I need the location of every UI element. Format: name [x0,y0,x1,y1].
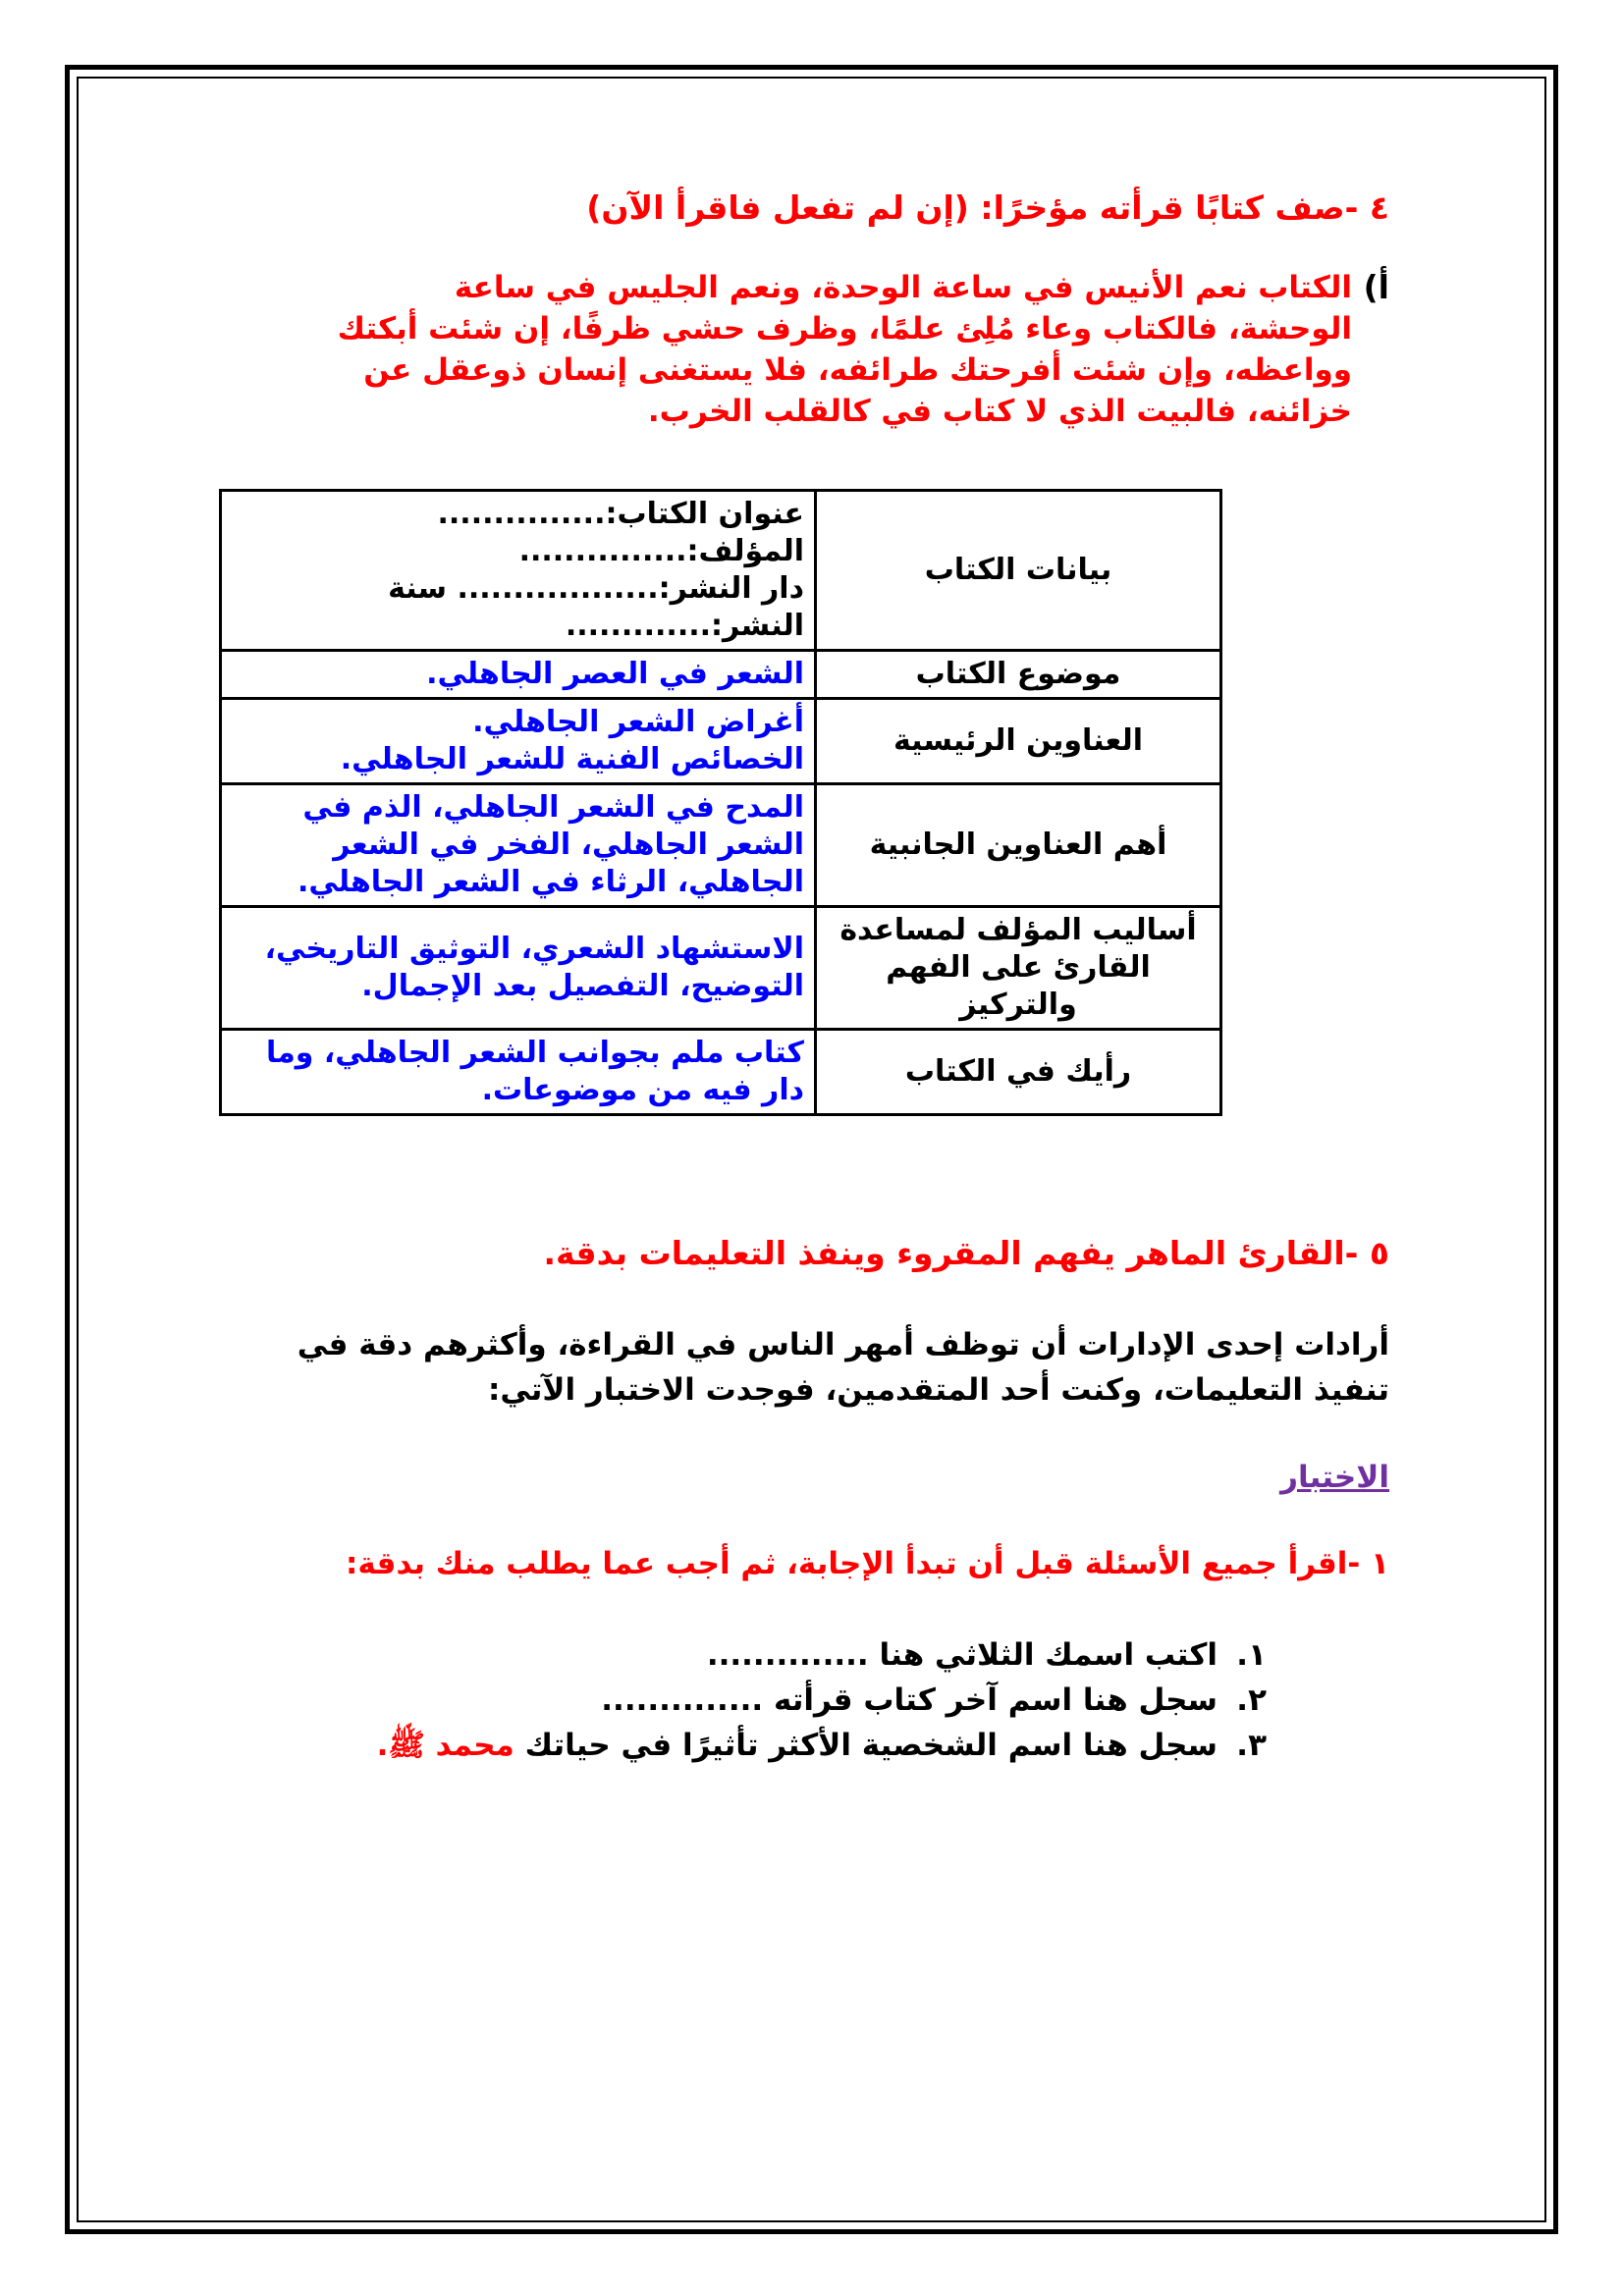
list-item [226,1723,1267,1768]
task-list [226,1632,1389,1768]
main-heading-line: الخصائص الفنية للشعر الجاهلي. [340,742,804,776]
row-value [221,491,816,651]
main-heading-line: أغراض الشعر الجاهلي. [472,705,804,739]
sub-headings-text: المدح في الشعر الجاهلي، الذم في الشعر الجاهلي، الفخر في الشعر الجاهلي، الرثاء في الشعر الجاهلي. [298,790,804,899]
row-label: رأيك في الكتاب [816,1030,1221,1115]
book-year-line: النشر:............. [565,609,804,643]
table-row-opinion [221,1030,1221,1115]
row-label: العناوين الرئيسية [816,699,1221,784]
scenario-paragraph: أرادات إحدى الإدارات أن توظف أمهر الناس في القراءة، وأكثرهم دقة في تنفيذ التعليمات، وكنت أحد المتقدمين، فوجدت الاختبار الآتي: [297,1327,1389,1408]
row-label: أهم العناوين الجانبية [816,784,1221,907]
task-text: سجل هنا اسم آخر كتاب قرأته .............. [601,1682,1217,1718]
row-value [221,784,816,907]
test-instruction: ١ -اقرأ جميع الأسئلة قبل أن تبدأ الإجابة، ثم أجب عما يطلب منك بدقة: [345,1546,1389,1581]
table-row-topic [221,651,1221,699]
question-5-section [226,1232,1389,1768]
methods-text: الاستشهاد الشعري، التوثيق التاريخي، التوضيح، التفصيل بعد الإجمال. [264,932,804,1003]
task-number: ٢. [1236,1682,1267,1718]
book-title-line: عنوان الكتاب:............... [437,497,804,531]
opinion-text: كتاب ملم بجوانب الشعر الجاهلي، وما دار فيه من موضوعات. [265,1036,804,1107]
task-answer: محمد ﷺ. [376,1728,514,1763]
topic-line: الشعر في العصر الجاهلي. [426,657,804,691]
task-number: ١. [1236,1637,1267,1673]
row-label: موضوع الكتاب [816,651,1221,699]
worksheet-content [226,187,1389,1768]
list-item [226,1678,1267,1723]
row-value [221,907,816,1030]
question-4-heading: ٤ -صف كتابًا قرأته مؤخرًا: (إن لم تفعل فاقرأ الآن) [586,188,1389,227]
list-item [226,1632,1267,1678]
test-title: الاختبار [1280,1460,1389,1495]
row-label: بيانات الكتاب [816,491,1221,651]
answer-paragraph: الكتاب نعم الأنيس في ساعة الوحدة، ونعم الجليس في ساعة الوحشة، فالكتاب وعاء مُلِئ علمًا، وظرف حشي ظرفًا، إن شئت أبكتك وواعظه، وإن شئت أفرحتك طرائفه، فلا يستغنى إنسان ذوعقل عن خزائنه، فالبيت الذي لا كتاب في كالقلب الخرب. [337,270,1352,429]
task-text [377,1723,1217,1768]
row-value [221,699,816,784]
row-value [221,1030,816,1115]
table-row-book-data [221,491,1221,651]
book-publisher-line: دار النشر:.................. سنة [388,571,804,606]
task-prompt: سجل هنا اسم الشخصية الأكثر تأثيرًا في حياتك [524,1728,1217,1763]
table-row-main-headings [221,699,1221,784]
task-text: اكتب اسمك الثلاثي هنا .............. [706,1637,1217,1673]
row-label: أساليب المؤلف لمساعدة القارئ على الفهم والتركيز [816,907,1221,1030]
answer-block [226,267,1389,432]
question-5-heading: ٥ -القارئ الماهر يفهم المقروء وينفذ التعليمات بدقة. [543,1234,1389,1272]
book-author-line: المؤلف:............... [518,534,804,568]
task-number: ٣. [1236,1728,1267,1763]
table-row-author-methods [221,907,1221,1030]
book-info-table [219,489,1222,1116]
answer-marker: أ) [1363,268,1389,306]
row-value [221,651,816,699]
table-row-sub-headings [221,784,1221,907]
